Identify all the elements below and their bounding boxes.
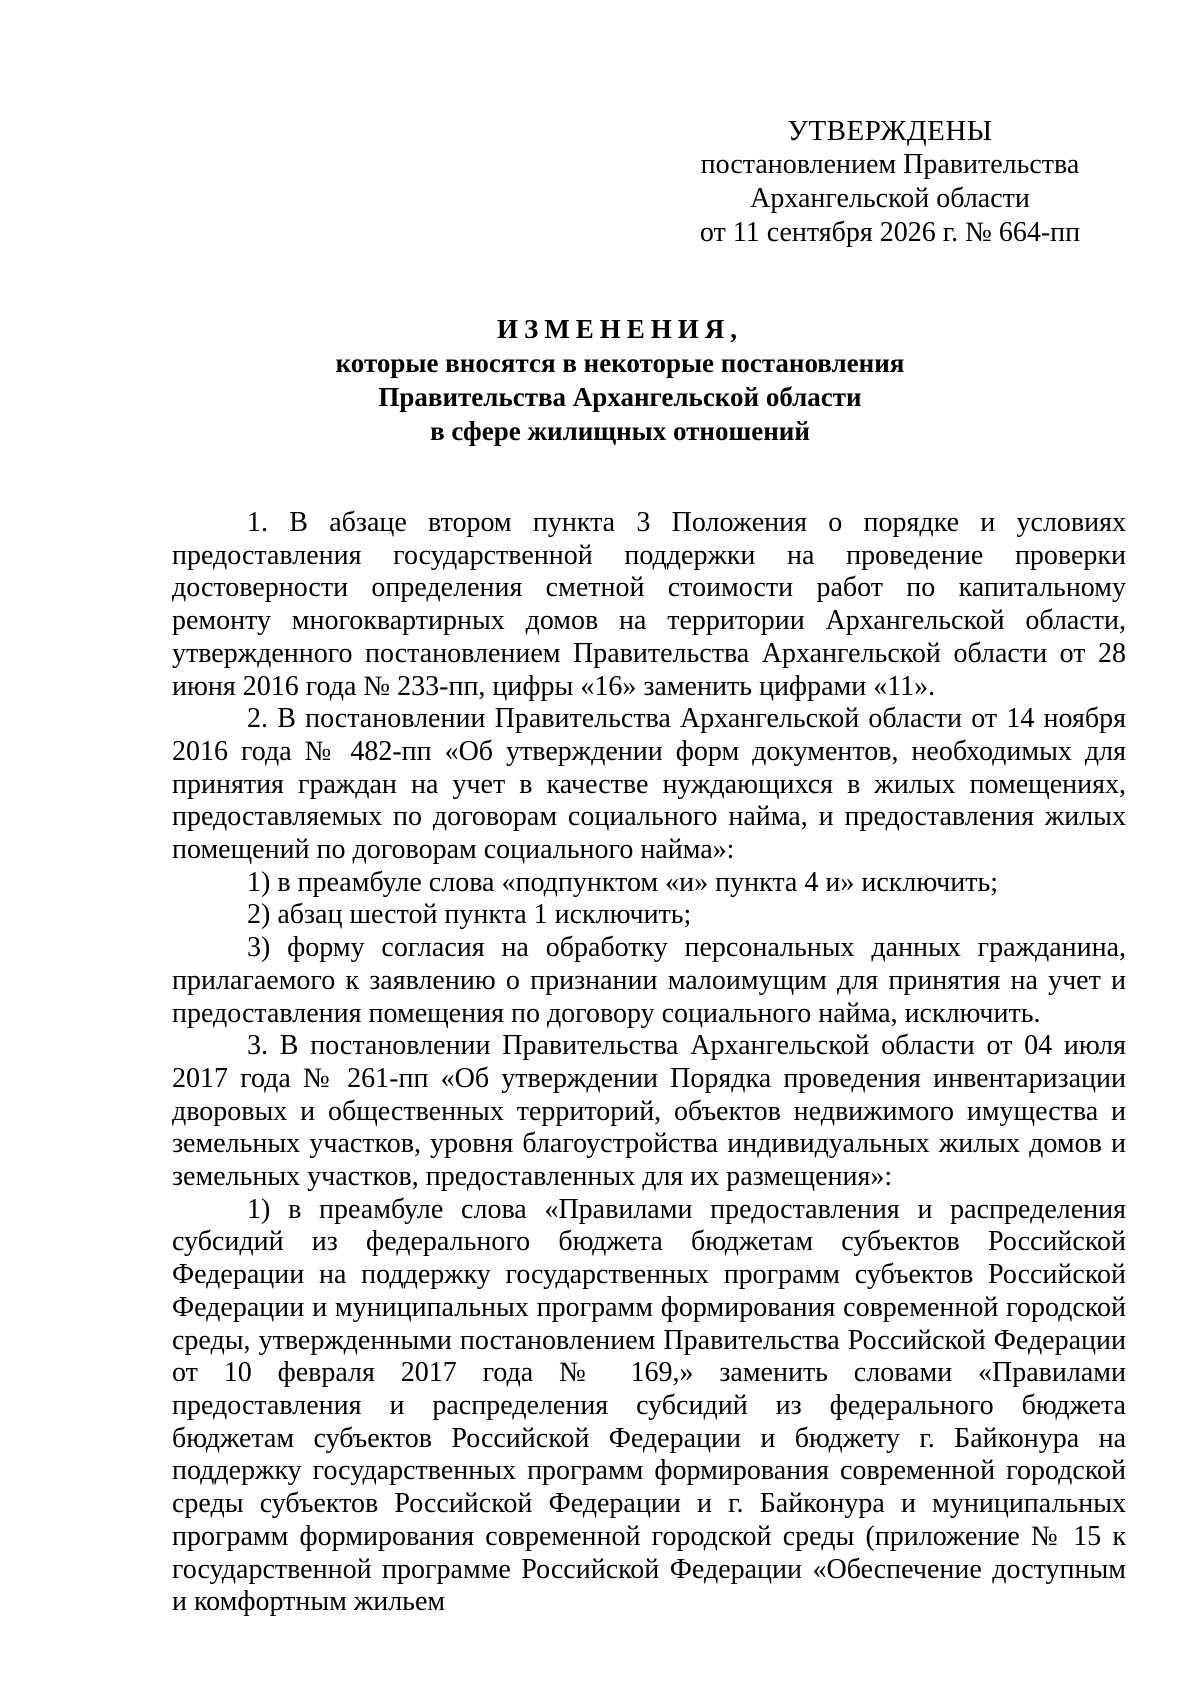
approval-title: УТВЕРЖДЕНЫ — [787, 115, 993, 147]
approval-line-3: от 11 сентября 2026 г. № 664-пп — [699, 217, 1081, 248]
paragraph-2-item-1: 1) в преамбуле слова «подпунктом «и» пункта 4 и» исключить; — [247, 866, 999, 898]
paragraph-3: 3. В постановлении Правительства Архангельской области от 04 июля 2017 года № 261-пп «Об утверждении Порядка проведения инвентаризации дворовых и общественных территорий, объектов недвижимого имущества и земельных участков, уровня благоустройства индивидуальных жилых домов и земельных участков, предоставленных для их размещения»: — [172, 1030, 1126, 1193]
approval-line-1: постановлением Правительства — [700, 149, 1080, 180]
approval-line-2: Архангельской области — [750, 183, 1030, 214]
document-heading — [170, 312, 1070, 448]
paragraph-2-item-2: 2) абзац шестой пункта 1 исключить; — [247, 899, 692, 931]
paragraph-2: 2. В постановлении Правительства Архангельской области от 14 ноября 2016 года № 482-пп «Об утверждении форм документов, необходимых для принятия граждан на учет в качестве нуждающихся в жилых помещениях, предоставляемых по договорам социального найма, и предоставления жилых помещений по договорам социального найма»: — [172, 703, 1126, 866]
paragraph-1: 1. В абзаце втором пункта 3 Положения о порядке и условиях предоставления государственной поддержки на проведение проверки достоверности определения сметной стоимости работ по капитальному ремонту многоквартирных домов на территории Архангельской области, утвержденного постановлением Правительства Архангельской области от 28 июня 2016 года № 233-пп, цифры «16» заменить цифрами «11». — [172, 507, 1126, 702]
heading-title: ИЗМЕНЕНИЯ, — [496, 314, 743, 344]
paragraph-2-item-3: 3) форму согласия на обработку персональных данных гражданина, прилагаемого к заявлению о признании малоимущим для принятия на учет и предоставления помещения по договору социального найма, исключить. — [172, 932, 1126, 1029]
document-body — [172, 507, 1126, 1619]
approval-stamp — [680, 114, 1100, 250]
heading-line-1: которые вносятся в некоторые постановления — [335, 348, 905, 378]
paragraph-3-item-1: 1) в преамбуле слова «Правилами предоставления и распределения субсидий из федерального бюджета бюджетам субъектов Российской Федерации на поддержку государственных программ субъектов Российской Федерации и муниципальных программ формирования современной городской среды, утвержденными постановлением Правительства Российской Федерации от 10 февраля 2017 года № 169,» заменить словами «Правилами предоставления и распределения субсидий из федерального бюджета бюджетам субъектов Российской Федерации и бюджету г. Байконура на поддержку государственных программ формирования современной городской среды субъектов Российской Федерации и г. Байконура и муниципальных программ формирования современной городской среды (приложение № 15 к государственной программе Российской Федерации «Обеспечение доступным и комфортным жильем — [172, 1193, 1126, 1618]
heading-line-3: в сфере жилищных отношений — [430, 416, 810, 446]
heading-line-2: Правительства Архангельской области — [378, 382, 862, 412]
